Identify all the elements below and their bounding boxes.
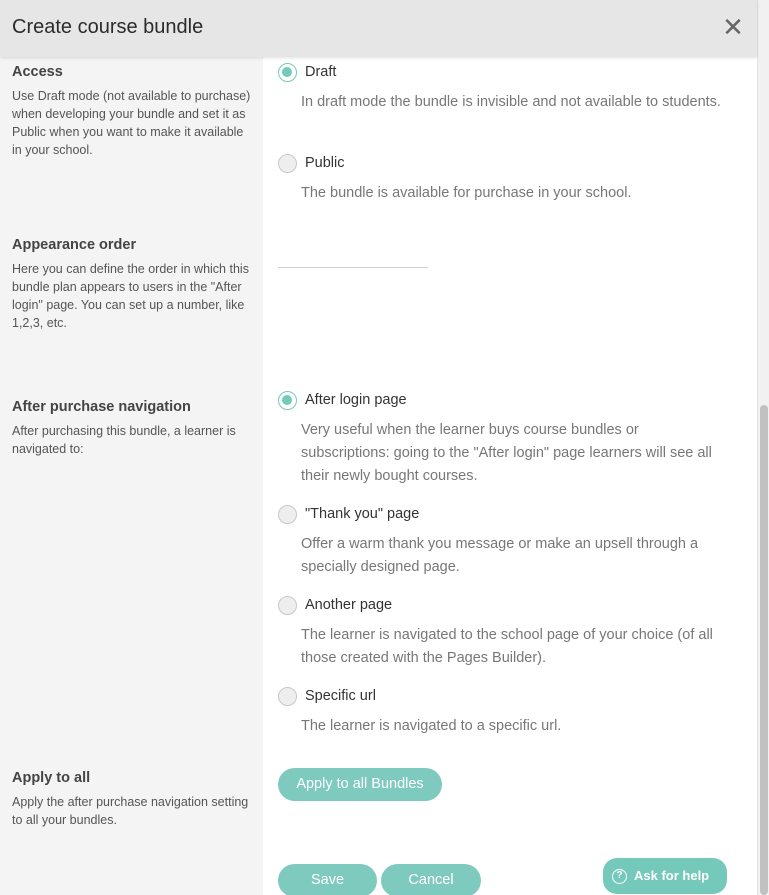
another-page-description: The learner is navigated to the school page of your choice (of all those created with the Pages Builder).	[301, 627, 713, 666]
dialog-title: Create course bundle	[12, 16, 204, 38]
apply-all-title: Apply to all	[12, 770, 91, 786]
ask-for-help-label: Ask for help	[634, 868, 710, 883]
public-description: The bundle is available for purchase in your school.	[301, 185, 632, 201]
apply-all-description: Apply the after purchase navigation setting to all your bundles.	[12, 795, 249, 827]
another-page-radio[interactable]	[278, 596, 297, 615]
draft-description: In draft mode the bundle is invisible and not available to students.	[301, 94, 721, 110]
scrollbar-thumb[interactable]	[760, 405, 768, 895]
appearance-order-input[interactable]	[278, 246, 428, 268]
specific-url-description: The learner is navigated to a specific url.	[301, 718, 562, 734]
appearance-title: Appearance order	[12, 237, 137, 253]
ask-for-help-button[interactable]	[603, 858, 727, 894]
public-label: Public	[305, 155, 345, 171]
public-radio[interactable]	[278, 154, 297, 173]
another-page-label: Another page	[305, 597, 393, 613]
save-button[interactable]: Save	[278, 864, 377, 895]
specific-url-label: Specific url	[305, 688, 376, 704]
navigation-description: After purchasing this bundle, a learner is navigated to:	[12, 424, 236, 456]
after-login-description: Very useful when the learner buys course bundles or subscriptions: going to the "After login" page learners will see all their newly bought courses.	[301, 422, 712, 484]
scrollbar[interactable]	[757, 0, 769, 895]
question-icon: ?	[612, 869, 627, 884]
draft-label: Draft	[305, 64, 337, 80]
draft-radio[interactable]	[278, 63, 297, 82]
access-description: Use Draft mode (not available to purchase) when developing your bundle and set it as Public when you want to make it available in your school.	[12, 89, 251, 157]
after-login-label: After login page	[305, 392, 407, 408]
navigation-title: After purchase navigation	[12, 399, 191, 415]
close-icon[interactable]: ✕	[722, 12, 744, 42]
thank-you-description: Offer a warm thank you message or make an upsell through a specially designed page.	[301, 536, 699, 575]
specific-url-radio[interactable]	[278, 687, 297, 706]
thank-you-radio[interactable]	[278, 505, 297, 524]
dialog-header	[0, 0, 757, 57]
appearance-description: Here you can define the order in which this bundle plan appears to users in the "After login" page. You can set up a number, like 1,2,3, etc.	[12, 262, 249, 330]
after-login-radio[interactable]	[278, 391, 297, 410]
apply-to-all-bundles-button[interactable]: Apply to all Bundles	[278, 768, 442, 801]
access-title: Access	[12, 64, 63, 80]
thank-you-label: "Thank you" page	[305, 506, 420, 522]
cancel-button[interactable]: Cancel	[381, 864, 481, 895]
